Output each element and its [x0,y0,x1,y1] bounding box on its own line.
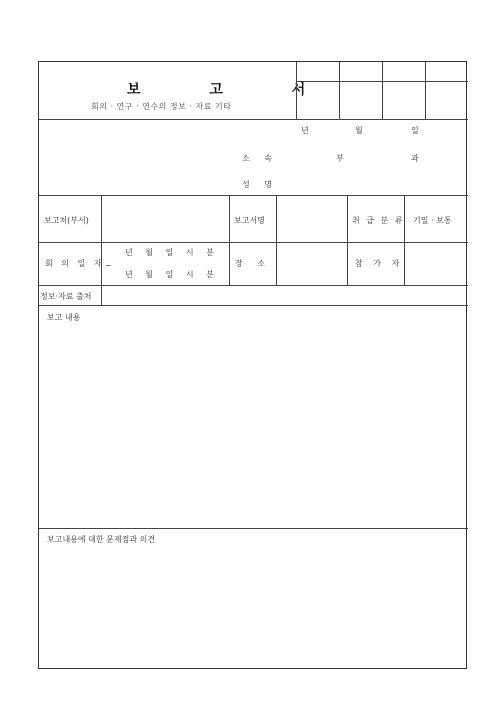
form-subtitle: 회의 · 연구 · 연수의 정보 · 자료 기타 [91,102,232,111]
handling-label: 취 급 분 류 [352,216,405,225]
attendees-label: 참 가 자 [355,259,404,268]
date-year-label: 년 [301,126,309,135]
source-field[interactable] [102,286,468,305]
row1-div-b [229,195,230,285]
row3-bottom [39,305,468,306]
approval-box-1[interactable] [296,62,339,119]
date-day-label: 일 [411,126,419,135]
opinion-label: 보고내용에 대한 문제점과 의견 [47,535,156,544]
meeting-tilde: ~ [105,261,112,270]
row1-bottom [39,242,468,243]
handling-value[interactable]: 기밀 · 보통 [413,216,452,225]
content-area[interactable] [39,324,468,527]
report-to-label: 보고처(부서) [44,216,89,225]
signature-label: 보고서명 [234,216,265,225]
report-form [38,61,467,669]
source-label: 정보·자료 출처 [40,292,92,301]
approval-box-2[interactable] [339,62,382,119]
content-bottom [39,528,468,529]
row1-div-d [347,195,348,285]
meeting-to[interactable]: 년 월 일 시 분 [125,270,214,279]
opinion-area[interactable] [39,546,468,668]
affiliation-dept-label: 부 [336,154,344,163]
place-field[interactable] [277,243,347,285]
meeting-date-label: 회 의 일 자 [45,259,105,268]
signature-field[interactable] [277,196,347,242]
name-label: 성 명 [242,180,278,189]
place-label: 장 소 [235,259,271,268]
report-to-field[interactable] [102,196,229,242]
attendees-field[interactable] [405,243,468,285]
affiliation-label: 소 속 [242,154,278,163]
form-title: 보 고 서 [127,82,338,98]
approval-box-3[interactable] [382,62,425,119]
content-label: 보고 내용 [47,313,81,322]
affiliation-section-label: 과 [411,154,419,163]
date-month-label: 월 [355,126,363,135]
header-divider [39,119,468,120]
meeting-from[interactable]: 년 월 일 시 분 [125,248,214,257]
name-field[interactable] [289,172,459,192]
approval-box-4[interactable] [425,62,468,119]
